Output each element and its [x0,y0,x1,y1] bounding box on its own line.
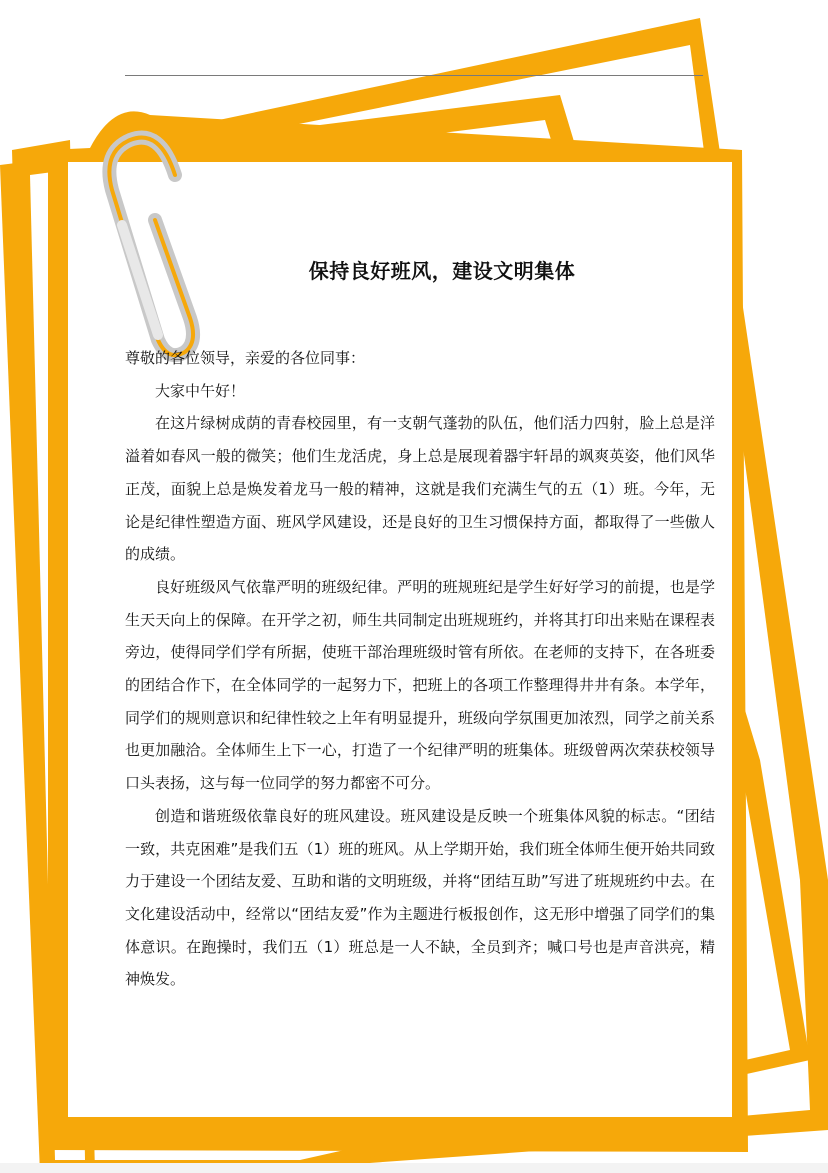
document-title: 保持良好班风，建设文明集体 [308,259,576,283]
paragraph-1: 在这片绿树成荫的青春校园里，有一支朝气蓬勃的队伍，他们活力四射，脸上总是洋溢着如春风一般的微笑；他们生龙活虎，身上总是展现着器宇轩昂的飒爽英姿，他们风华正茂，面貌上总是焕发着龙马一般的精神，这就是我们充满生气的五（1）班。今年，无论是纪律性塑造方面、班风学风建设，还是良好的卫生习惯保持方面，都取得了一些傲人的成绩。 [125,414,715,564]
paragraph-3: 创造和谐班级依靠良好的班风建设。班风建设是反映一个班集体风貌的标志。“团结一致，共克困难”是我们五（1）班的班风。从上学期开始，我们班全体师生便开始共同致力于建设一个团结友爱、互助和谐的文明班级，并将“团结互助”写进了班规班约中去。在文化建设活动中，经常以“团结友爱”作为主题进行板报创作，这无形中增强了同学们的集体意识。在跑操时，我们五（1）班总是一人不缺，全员到齐；喊口号也是声音洪亮，精神焕发。 [125,806,715,989]
greeting: 大家中午好！ [155,381,246,400]
salutation: 尊敬的各位领导，亲爱的各位同事： [125,349,366,367]
header-divider [125,75,703,76]
document-body [125,255,715,996]
page-bottom-strip [0,1163,828,1173]
paragraph-2: 良好班级风气依靠严明的班级纪律。严明的班规班纪是学生好好学习的前提，也是学生天天向上的保障。在开学之初，师生共同制定出班规班约，并将其打印出来贴在课程表旁边，使得同学们学有所据，使班干部治理班级时管有所依。在老师的支持下，在各班委的团结合作下，在全体同学的一起努力下，把班上的各项工作整理得井井有条。本学年，同学们的规则意识和纪律性较之上年有明显提升，班级向学氛围更加浓烈，同学之前关系也更加融洽。全体师生上下一心，打造了一个纪律严明的班集体。班级曾两次荣获校领导口头表扬，这与每一位同学的努力都密不可分。 [125,577,715,793]
